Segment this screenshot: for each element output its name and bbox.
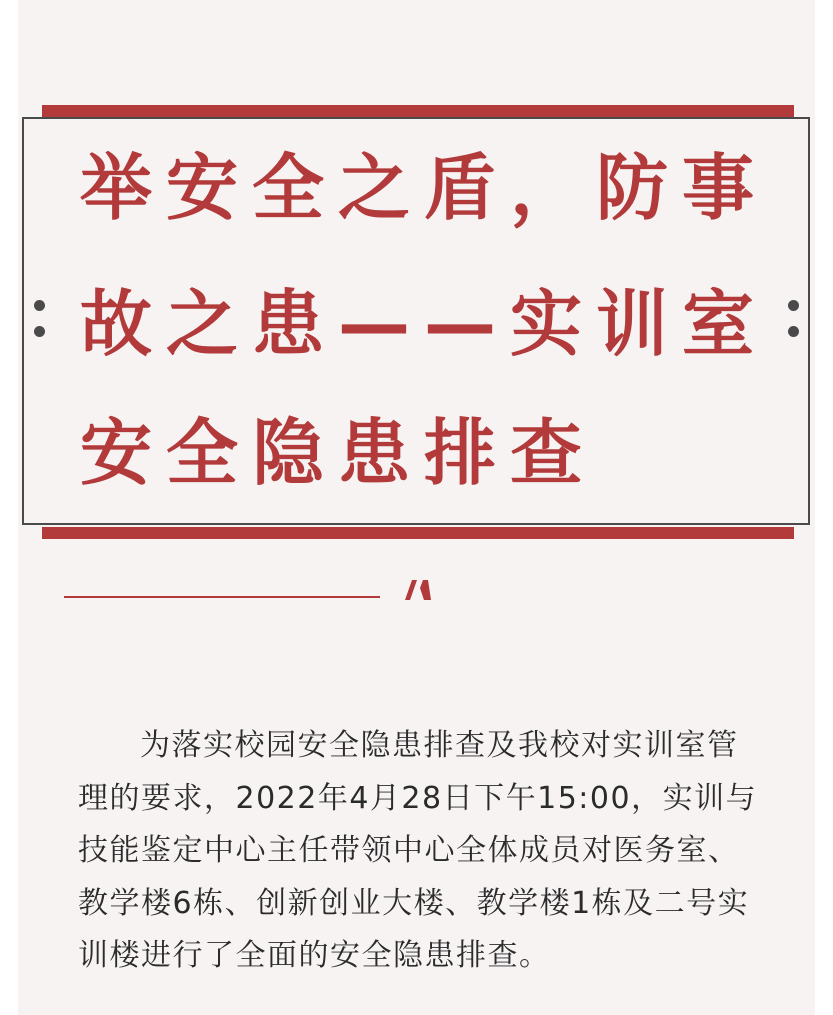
title-bottom-accent-bar	[42, 527, 794, 539]
ornament-dot	[788, 300, 799, 311]
title-line-3: 安全隐患排查	[80, 411, 597, 495]
title-line-2: 故之患——实训室	[80, 282, 769, 366]
title-line-1: 举安全之盾，防事	[80, 146, 769, 230]
ornament-dot	[34, 326, 45, 337]
closing-quote-icon	[404, 578, 434, 602]
ornament-dot	[788, 326, 799, 337]
ornament-dot	[34, 300, 45, 311]
right-colon-ornament	[788, 300, 800, 340]
left-colon-ornament	[34, 300, 46, 340]
title-top-accent-bar	[42, 105, 794, 117]
intro-paragraph-text: 为落实校园安全隐患排查及我校对实训室管理的要求，2022年4月28日下午15:00，实训与技能鉴定中心主任带领中心全体成员对医务室、教学楼6栋、创新创业大楼、教学楼1栋及二号实训楼进行了全面的安全隐患排查。	[78, 728, 758, 973]
section-divider	[64, 596, 380, 598]
intro-paragraph	[78, 720, 758, 983]
